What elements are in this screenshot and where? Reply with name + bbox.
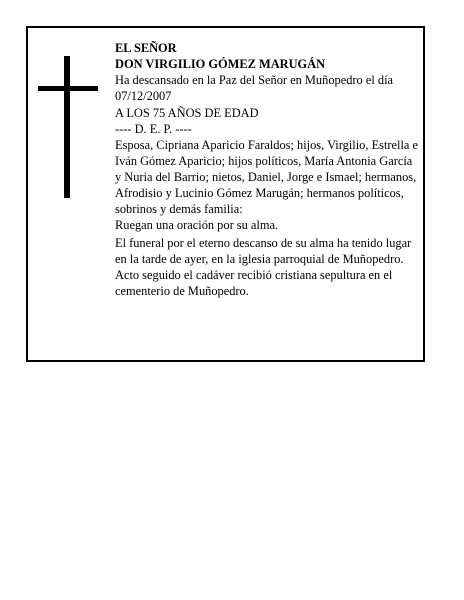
cross-horizontal-bar [38,86,98,91]
announcement: Ha descansado en la Paz del Señor en Muñopedro el día 07/12/2007 [115,73,394,103]
obituary-text [115,40,421,299]
rip-line: ---- D. E. P. ---- [115,122,192,136]
age-line: A LOS 75 AÑOS DE EDAD [115,106,259,120]
funeral-paragraph: El funeral por el eterno descanso de su alma ha tenido lugar en la tarde de ayer, en la iglesia parroquial de Muñopedro. Acto seguido el cadáver recibió cristiana sepultura en el cementerio de Muñopedro. [115,236,412,298]
obituary-notice [26,26,425,362]
family-list: Esposa, Cipriana Aparicio Faraldos; hijos, Virgilio, Estrella e Iván Gómez Aparicio; hijos políticos, María Antonia García y Nuria del Barrio; nietos, Daniel, Jorge e Ismael; hermanos, Afrodisio y Lucinio Gómez Marugán; hermanos políticos, sobrinos y demás familia: [115,138,419,216]
prayer-line: Ruegan una oración por su alma. [115,218,279,232]
heading: EL SEÑOR [115,41,177,55]
cross-vertical-bar [64,56,70,198]
latin-cross-icon [38,56,98,198]
deceased-name: DON VIRGILIO GÓMEZ MARUGÁN [115,57,326,71]
